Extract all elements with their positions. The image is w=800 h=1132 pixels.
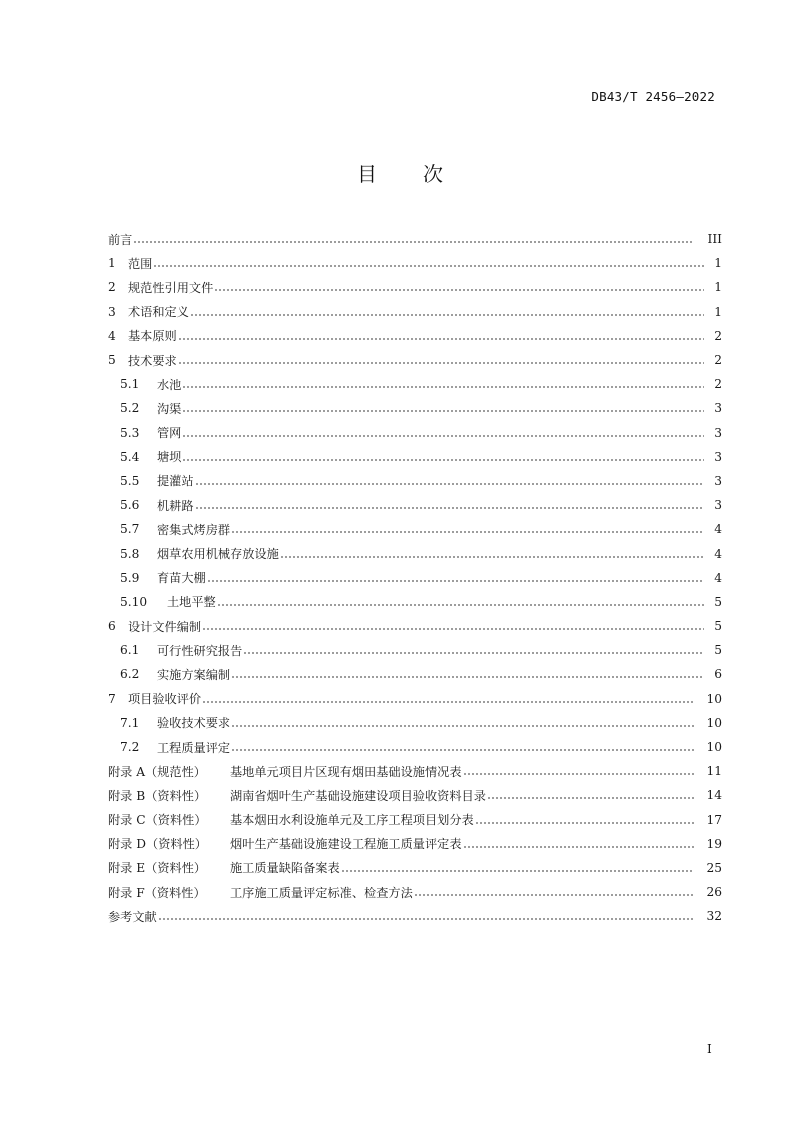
toc-entry-page: 3 — [714, 425, 722, 440]
toc-entry-label: 沟渠 — [157, 401, 182, 416]
toc-entry-label: 范围 — [128, 256, 153, 271]
toc-entry-number: 附录 F（资料性） — [108, 885, 206, 900]
toc-entry[interactable] — [108, 300, 722, 324]
toc-entry-label: 可行性研究报告 — [157, 643, 243, 658]
toc-entry-page: 11 — [706, 764, 722, 779]
toc-entry-number: 6.1 — [120, 643, 140, 658]
toc-entry-page: 1 — [714, 280, 722, 295]
toc-entry-number: 6.2 — [120, 667, 140, 682]
toc-entry[interactable] — [108, 566, 722, 590]
toc-entry-label: 参考文献 — [108, 909, 157, 924]
toc-entry-label: 密集式烤房群 — [157, 522, 231, 537]
toc-entry-number: 附录 E（资料性） — [108, 861, 207, 876]
toc-entry-page: 19 — [706, 836, 722, 851]
dot-leader — [182, 435, 704, 437]
toc-entry-page: 4 — [714, 570, 722, 585]
toc-entry-page: 26 — [706, 885, 722, 900]
toc-entry[interactable] — [108, 880, 722, 904]
toc-entry-number: 5.8 — [120, 546, 140, 561]
toc-entry-label: 基地单元项目片区现有烟田基础设施情况表 — [230, 764, 462, 779]
toc-entry-page: 2 — [714, 353, 722, 368]
toc-entry-page: 5 — [714, 619, 722, 634]
dot-leader — [195, 507, 704, 509]
toc-entry-label: 实施方案编制 — [157, 667, 231, 682]
toc-entry-page: 2 — [714, 328, 722, 343]
toc-entry[interactable] — [108, 421, 722, 445]
toc-entry[interactable] — [108, 904, 722, 928]
page-number: I — [707, 1042, 712, 1056]
toc-entry-label: 项目验收评价 — [128, 692, 202, 707]
dot-leader — [190, 314, 704, 316]
dot-leader — [207, 580, 704, 582]
dot-leader — [243, 652, 704, 654]
toc-entry-label: 验收技术要求 — [157, 716, 231, 731]
toc-entry-number: 附录 A（规范性） — [108, 764, 206, 779]
dot-leader — [158, 918, 694, 920]
dot-leader — [195, 483, 704, 485]
toc-entry[interactable] — [108, 759, 722, 783]
toc-entry-number: 5.4 — [120, 449, 140, 464]
toc-entry[interactable] — [108, 711, 722, 735]
dot-leader — [231, 749, 694, 751]
dot-leader — [182, 410, 704, 412]
toc-entry[interactable] — [108, 517, 722, 541]
toc-entry-number: 7.2 — [120, 740, 140, 755]
toc-entry-label: 育苗大棚 — [157, 571, 206, 586]
toc-entry-number: 7 — [108, 691, 116, 706]
toc-entry-number: 5.7 — [120, 522, 140, 537]
dot-leader — [182, 386, 704, 388]
toc-entry-page: 10 — [706, 740, 722, 755]
toc-entry[interactable] — [108, 469, 722, 493]
toc-entry[interactable] — [108, 638, 722, 662]
toc-entry[interactable] — [108, 324, 722, 348]
dot-leader — [231, 676, 704, 678]
toc-entry[interactable] — [108, 808, 722, 832]
toc-entry-label: 前言 — [108, 232, 133, 247]
dot-leader — [231, 531, 704, 533]
dot-leader — [475, 822, 694, 824]
toc-entry-number: 5.9 — [120, 570, 140, 585]
toc-entry-page: III — [707, 232, 722, 247]
toc-entry-number: 7.1 — [120, 715, 140, 730]
toc-entry-page: 1 — [714, 304, 722, 319]
toc-entry-page: 3 — [714, 473, 722, 488]
toc-entry[interactable] — [108, 687, 722, 711]
toc-entry-number: 1 — [108, 256, 116, 271]
page-title — [0, 158, 800, 187]
toc-entry-label: 塘坝 — [157, 450, 182, 465]
toc-entry[interactable] — [108, 590, 722, 614]
table-of-contents — [108, 227, 722, 928]
toc-entry-page: 3 — [714, 401, 722, 416]
toc-entry-page: 5 — [714, 594, 722, 609]
toc-entry-page: 32 — [706, 909, 722, 924]
toc-entry-label: 施工质量缺陷备案表 — [230, 861, 340, 876]
toc-entry-label: 提灌站 — [157, 474, 194, 489]
toc-entry-page: 17 — [706, 812, 722, 827]
document-code: DB43/T 2456—2022 — [591, 89, 715, 104]
toc-entry-page: 14 — [706, 788, 722, 803]
toc-entry-label: 土地平整 — [167, 595, 216, 610]
toc-entry[interactable] — [108, 783, 722, 807]
toc-entry-page: 10 — [706, 715, 722, 730]
title-char-1: 目 — [357, 162, 377, 186]
toc-entry-label: 基本原则 — [128, 329, 177, 344]
dot-leader — [178, 362, 704, 364]
toc-entry-number: 5.10 — [120, 594, 148, 609]
toc-entry-number: 附录 B（资料性） — [108, 788, 207, 803]
title-char-2: 次 — [423, 162, 443, 186]
dot-leader — [463, 846, 694, 848]
toc-entry-page: 25 — [706, 860, 722, 875]
toc-entry[interactable] — [108, 832, 722, 856]
toc-entry-number: 5.6 — [120, 498, 140, 513]
dot-leader — [202, 628, 704, 630]
toc-entry-label: 湖南省烟叶生产基础设施建设项目验收资料目录 — [230, 788, 486, 803]
toc-entry-page: 5 — [714, 643, 722, 658]
toc-entry-number: 5.1 — [120, 377, 140, 392]
toc-entry-label: 机耕路 — [157, 498, 194, 513]
toc-entry-number: 6 — [108, 619, 116, 634]
toc-entry-page: 3 — [714, 449, 722, 464]
toc-entry[interactable] — [108, 445, 722, 469]
toc-entry[interactable] — [108, 372, 722, 396]
toc-entry-number: 附录 D（资料性） — [108, 837, 207, 852]
toc-entry-page: 4 — [714, 522, 722, 537]
dot-leader — [214, 289, 704, 291]
toc-entry-label: 烟草农用机械存放设施 — [157, 547, 279, 562]
dot-leader — [178, 338, 704, 340]
toc-entry[interactable] — [108, 662, 722, 686]
toc-entry-number: 2 — [108, 280, 116, 295]
toc-entry-page: 4 — [714, 546, 722, 561]
toc-entry-number: 5.5 — [120, 473, 140, 488]
toc-entry-label: 工序施工质量评定标准、检查方法 — [230, 885, 413, 900]
dot-leader — [463, 773, 694, 775]
toc-entry[interactable] — [108, 493, 722, 517]
toc-entry-page: 1 — [714, 256, 722, 271]
dot-leader — [341, 870, 694, 872]
toc-entry[interactable] — [108, 856, 722, 880]
dot-leader — [182, 459, 704, 461]
toc-entry-number: 附录 C（资料性） — [108, 813, 207, 828]
toc-entry-number: 4 — [108, 328, 116, 343]
dot-leader — [280, 556, 704, 558]
toc-entry-label: 烟叶生产基础设施建设工程施工质量评定表 — [230, 837, 462, 852]
toc-entry-label: 技术要求 — [128, 353, 177, 368]
dot-leader — [133, 241, 694, 243]
toc-entry-number: 5.3 — [120, 425, 140, 440]
toc-entry-label: 设计文件编制 — [128, 619, 202, 634]
toc-entry-label: 管网 — [157, 426, 182, 441]
toc-entry[interactable] — [108, 348, 722, 372]
toc-entry[interactable] — [108, 275, 722, 299]
toc-entry-label: 规范性引用文件 — [128, 280, 214, 295]
toc-entry[interactable] — [108, 541, 722, 565]
toc-entry-number: 5 — [108, 353, 116, 368]
toc-entry-label: 基本烟田水利设施单元及工序工程项目划分表 — [230, 813, 474, 828]
toc-entry-page: 3 — [714, 498, 722, 513]
toc-entry-page: 10 — [706, 691, 722, 706]
dot-leader — [487, 797, 694, 799]
dot-leader — [217, 604, 704, 606]
toc-entry-label: 工程质量评定 — [157, 740, 231, 755]
dot-leader — [414, 894, 694, 896]
dot-leader — [202, 701, 694, 703]
dot-leader — [153, 265, 704, 267]
toc-entry[interactable] — [108, 614, 722, 638]
toc-entry-number: 3 — [108, 304, 116, 319]
toc-entry[interactable] — [108, 735, 722, 759]
toc-entry-page: 6 — [714, 667, 722, 682]
toc-entry[interactable] — [108, 396, 722, 420]
toc-entry[interactable] — [108, 251, 722, 275]
dot-leader — [231, 725, 694, 727]
toc-entry-label: 术语和定义 — [128, 305, 189, 320]
toc-entry[interactable] — [108, 227, 722, 251]
toc-entry-label: 水池 — [157, 377, 182, 392]
toc-entry-number: 5.2 — [120, 401, 140, 416]
toc-entry-page: 2 — [714, 377, 722, 392]
